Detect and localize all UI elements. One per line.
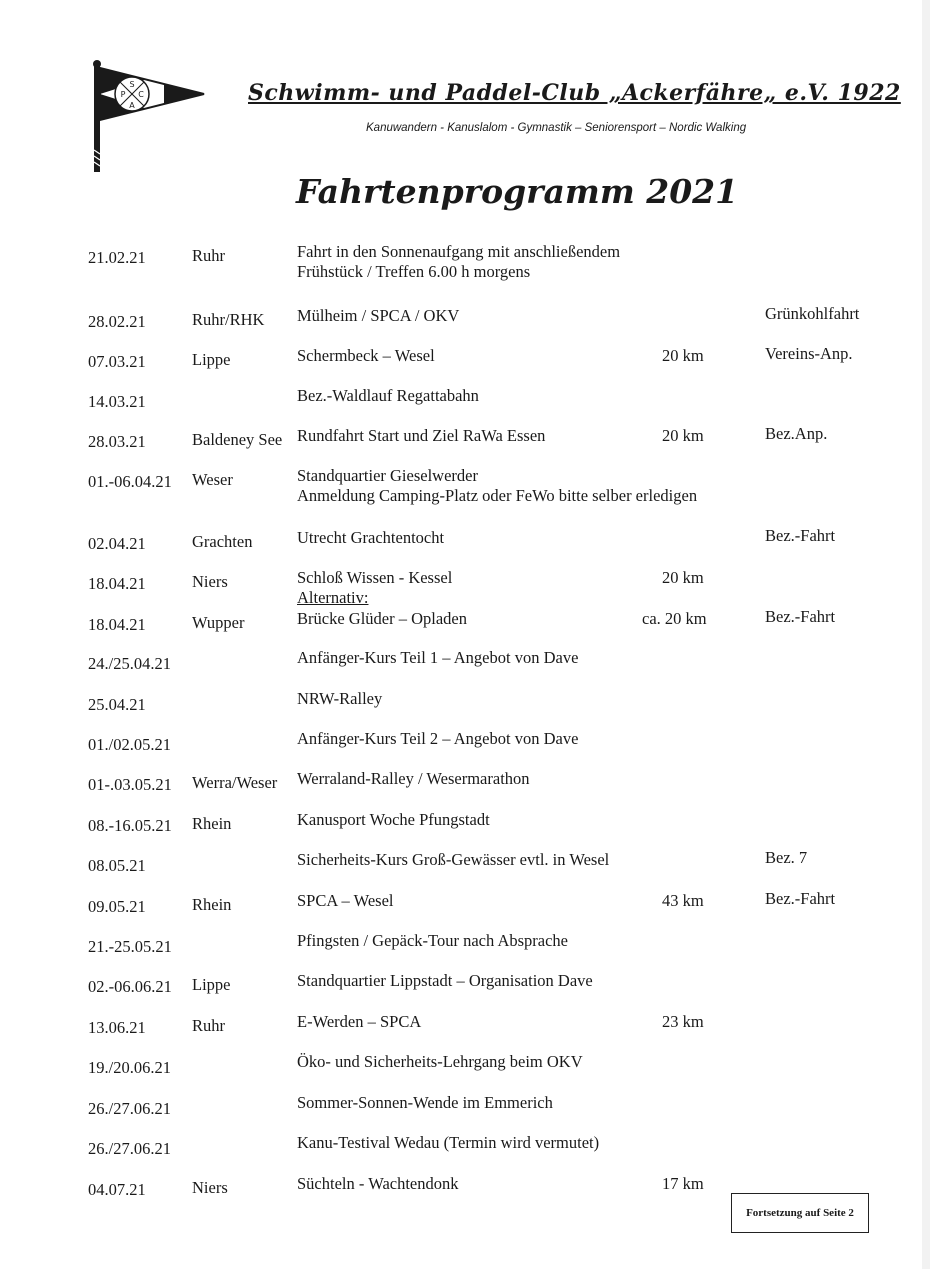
continuation-note: Fortsetzung auf Seite 2 [731,1193,869,1233]
trip-date: 24./25.04.21 [88,654,171,673]
trip-date: 26./27.06.21 [88,1099,171,1118]
trip-date: 28.02.21 [88,312,146,331]
schedule-row [0,1093,930,1133]
schedule-row [0,931,930,971]
trip-description-line: Standquartier Gieselwerder [297,466,478,485]
trip-description [297,1093,553,1113]
trip-description [297,1052,583,1072]
trip-description-line: Süchteln - Wachtendonk [297,1174,459,1193]
schedule-row [0,689,930,729]
trip-date: 21.02.21 [88,248,146,267]
trip-note: Bez.-Fahrt [765,889,836,908]
trip-date: 02.-06.06.21 [88,977,172,996]
trip-description-line: Anmeldung Camping-Platz oder FeWo bitte selber erledigen [297,486,698,505]
schedule-row [0,891,930,931]
trip-date: 07.03.21 [88,352,146,371]
trip-description [297,568,452,608]
schedule-row [0,568,930,608]
trip-river: Lippe [192,350,231,369]
trip-river: Baldeney See [192,430,283,449]
club-name-heading: Schwimm- und Paddel-Club „Ackerfähre„ e.V. 1922 [248,80,901,106]
schedule-row [0,1012,930,1052]
trip-distance: ca. 20 km [642,609,707,628]
trip-description [297,1174,459,1194]
club-pennant-logo [86,58,216,178]
page-title: Fahrtenprogramm 2021 [296,172,739,211]
schedule-row [0,426,930,466]
trip-description [297,689,382,709]
schedule-row [0,528,930,568]
trip-date: 21.-25.05.21 [88,937,172,956]
trip-description [297,769,530,789]
trip-description-line: Brücke Glüder – Opladen [297,609,467,628]
trip-description-line: Werraland-Ralley / Wesermarathon [297,769,530,788]
trip-description-line: NRW-Ralley [297,689,383,708]
trip-river: Grachten [192,532,253,551]
trip-date: 19./20.06.21 [88,1058,171,1077]
trip-description-line: Standquartier Lippstadt – Organisation Dave [297,971,593,990]
trip-date: 01.-06.04.21 [88,472,172,491]
trip-description [297,850,609,870]
trip-note: Grünkohlfahrt [765,304,860,323]
trip-description-line: Öko- und Sicherheits-Lehrgang beim OKV [297,1052,583,1071]
trip-description-line: Fahrt in den Sonnenaufgang mit anschließendem [297,242,621,261]
trip-description [297,1012,421,1032]
trip-description-line: Sommer-Sonnen-Wende im Emmerich [297,1093,553,1112]
schedule-row [0,306,930,346]
trip-description-line: Rundfahrt Start und Ziel RaWa Essen [297,426,546,445]
trip-description-line: Anfänger-Kurs Teil 2 – Angebot von Dave [297,729,579,748]
trip-note: Bez.Anp. [765,424,828,443]
trip-distance: 20 km [662,346,704,365]
schedule-row [0,850,930,890]
trip-description-line: Pfingsten / Gepäck-Tour nach Absprache [297,931,569,950]
trip-description-line: Kanusport Woche Pfungstadt [297,810,490,829]
trip-date: 25.04.21 [88,695,146,714]
trip-description [297,891,393,911]
trip-description-line: Frühstück / Treffen 6.00 h morgens [297,262,531,281]
trip-river: Ruhr [192,1016,225,1035]
trip-river: Rhein [192,814,232,833]
logo-letter: P [120,90,126,99]
trip-distance: 23 km [662,1012,704,1031]
trip-river: Werra/Weser [192,773,278,792]
trip-distance: 20 km [662,426,704,445]
trip-description [297,609,467,629]
schedule-row [0,609,930,649]
trip-description-line: Schloß Wissen - Kessel [297,568,453,587]
trip-river: Weser [192,470,233,489]
schedule-row [0,242,930,282]
trip-description [297,346,435,366]
trip-description-line: Anfänger-Kurs Teil 1 – Angebot von Dave [297,648,579,667]
trip-river: Ruhr/RHK [192,310,265,329]
schedule-row [0,729,930,769]
trip-description [297,466,697,506]
logo-letter: S [129,80,135,89]
schedule-row [0,769,930,809]
trip-date: 09.05.21 [88,897,146,916]
trip-description-line: Bez.-Waldlauf Regattabahn [297,386,479,405]
trip-date: 13.06.21 [88,1018,146,1037]
trip-date: 28.03.21 [88,432,146,451]
trip-date: 02.04.21 [88,534,146,553]
trip-distance: 43 km [662,891,704,910]
trip-date: 04.07.21 [88,1180,146,1199]
trip-note: Bez. 7 [765,848,808,867]
trip-distance: 20 km [662,568,704,587]
trip-date: 01-.03.05.21 [88,775,172,794]
trip-description-line: Schermbeck – Wesel [297,346,435,365]
schedule-row [0,810,930,850]
trip-description-line: E-Werden – SPCA [297,1012,422,1031]
trip-river: Niers [192,1178,228,1197]
trip-note: Bez.-Fahrt [765,526,836,545]
logo-letter: C [138,90,144,99]
trip-river: Ruhr [192,246,225,265]
trip-description [297,810,490,830]
alternative-label: Alternativ: [297,588,369,607]
trip-description [297,306,459,326]
trip-date: 01./02.05.21 [88,735,171,754]
schedule-row [0,346,930,386]
trip-description-line: SPCA – Wesel [297,891,394,910]
trip-river: Wupper [192,613,245,632]
trip-river: Niers [192,572,228,591]
trip-description [297,1133,599,1153]
trip-distance: 17 km [662,1174,704,1193]
trip-description [297,242,620,282]
trip-note: Bez.-Fahrt [765,607,836,626]
trip-description-line: Kanu-Testival Wedau (Termin wird vermutet) [297,1133,600,1152]
club-activities-subtitle: Kanuwandern - Kanuslalom - Gymnastik – Seniorensport – Nordic Walking [366,122,747,134]
trip-date: 26./27.06.21 [88,1139,171,1158]
schedule-row [0,648,930,688]
trip-description [297,386,479,406]
trip-description [297,528,444,548]
trip-date: 14.03.21 [88,392,146,411]
trip-description-line: Mülheim / SPCA / OKV [297,306,460,325]
trip-description [297,426,545,446]
logo-letter: A [129,101,135,110]
trip-date: 08.05.21 [88,856,146,875]
schedule-row [0,1052,930,1092]
trip-description-line: Utrecht Grachtentocht [297,528,445,547]
trip-description [297,931,568,951]
trip-description-line: Sicherheits-Kurs Groß-Gewässer evtl. in Wesel [297,850,610,869]
trip-description [297,729,578,749]
trip-note: Vereins-Anp. [765,344,853,363]
trip-date: 08.-16.05.21 [88,816,172,835]
schedule-row [0,1133,930,1173]
trip-date: 18.04.21 [88,574,146,593]
trip-river: Rhein [192,895,232,914]
schedule-row [0,386,930,426]
trip-description [297,971,593,991]
schedule-row [0,466,930,506]
trip-date: 18.04.21 [88,615,146,634]
trip-description [297,648,578,668]
trip-river: Lippe [192,975,231,994]
schedule-row [0,971,930,1011]
